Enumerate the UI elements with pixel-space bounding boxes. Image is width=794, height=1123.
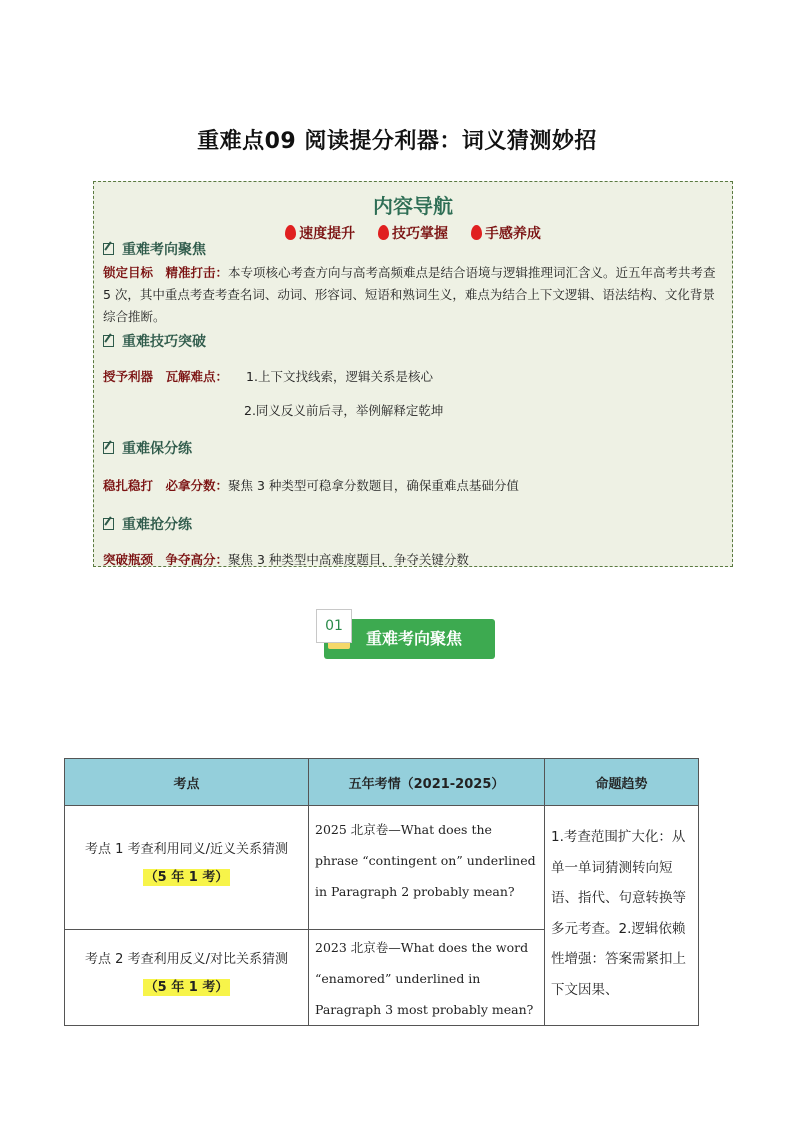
page-title: 重难点09 阅读提分利器：词义猜测妙招 xyxy=(197,129,597,154)
column-header-point: 考点 xyxy=(65,759,309,806)
tag-skill: 技巧掌握 xyxy=(378,223,448,243)
exam-analysis-table xyxy=(64,758,699,1026)
edit-note-icon xyxy=(103,243,114,255)
point-cell: 考点 1 考查利用同义/近义关系猜测 （5 年 1 考） xyxy=(65,806,309,930)
tag-speed: 速度提升 xyxy=(285,223,355,243)
section-badge xyxy=(316,609,496,661)
tag-feel: 手感养成 xyxy=(471,223,541,243)
flame-icon xyxy=(378,225,389,240)
count-highlight: （5 年 1 考） xyxy=(144,870,229,885)
content-navigation-panel xyxy=(93,181,733,567)
section-heading-advanced: 重难抢分练 xyxy=(103,514,192,534)
section-text-focus: 锁定目标 精准打击：本专项核心考查方向与高考高频难点是结合语境与逻辑推理词汇含义。近五年高考共考查 5 次，其中重点考查考查名词、动词、形容词、短语和熟词生义，难点为结合上下文逻辑、语法结构、文化背景综合推断。 xyxy=(103,265,716,324)
table-row xyxy=(65,806,699,930)
guide-title: 内容导航 xyxy=(373,194,453,218)
section-heading-focus: 重难考向聚焦 xyxy=(103,239,206,259)
section-heading-basic: 重难保分练 xyxy=(103,438,192,458)
table-header-row xyxy=(65,759,699,806)
trend-cell: 1.考查范围扩大化：从单一单词猜测转向短语、指代、句意转换等多元考查。2.逻辑依赖性增强：答案需紧扣上下文因果、 xyxy=(545,806,699,1026)
section-label: 重难考向聚焦 xyxy=(324,619,495,659)
point-cell: 考点 2 考查利用反义/对比关系猜测 （5 年 1 考） xyxy=(65,930,309,1026)
flame-icon xyxy=(471,225,482,240)
flame-icon xyxy=(285,225,296,240)
exam-cell: 2023 北京卷—What does the word “enamored” underlined in Paragraph 3 most probably mean? xyxy=(309,930,545,1026)
edit-note-icon xyxy=(103,518,114,530)
edit-note-icon xyxy=(103,335,114,347)
count-highlight: （5 年 1 考） xyxy=(144,980,229,995)
section-text-basic: 稳扎稳打 必拿分数：聚焦 3 种类型可稳拿分数题目，确保重难点基础分值 xyxy=(103,478,519,493)
column-header-trend: 命题趋势 xyxy=(545,759,699,806)
exam-cell: 2025 北京卷—What does the phrase “contingent on” underlined in Paragraph 2 probably mean? xyxy=(309,806,545,930)
section-text-skills: 授予利器 瓦解难点： 1.上下文找线索，逻辑关系是核心 xyxy=(103,369,433,384)
section-item-skills-2: 2.同义反义前后寻，举例解释定乾坤 xyxy=(244,403,444,418)
edit-note-icon xyxy=(103,442,114,454)
section-text-advanced: 突破瓶颈 争夺高分：聚焦 3 种类型中高难度题目，争夺关键分数 xyxy=(103,552,469,567)
column-header-history: 五年考情（2021-2025） xyxy=(309,759,545,806)
section-number: 01 xyxy=(316,609,352,643)
section-heading-skills: 重难技巧突破 xyxy=(103,331,206,351)
